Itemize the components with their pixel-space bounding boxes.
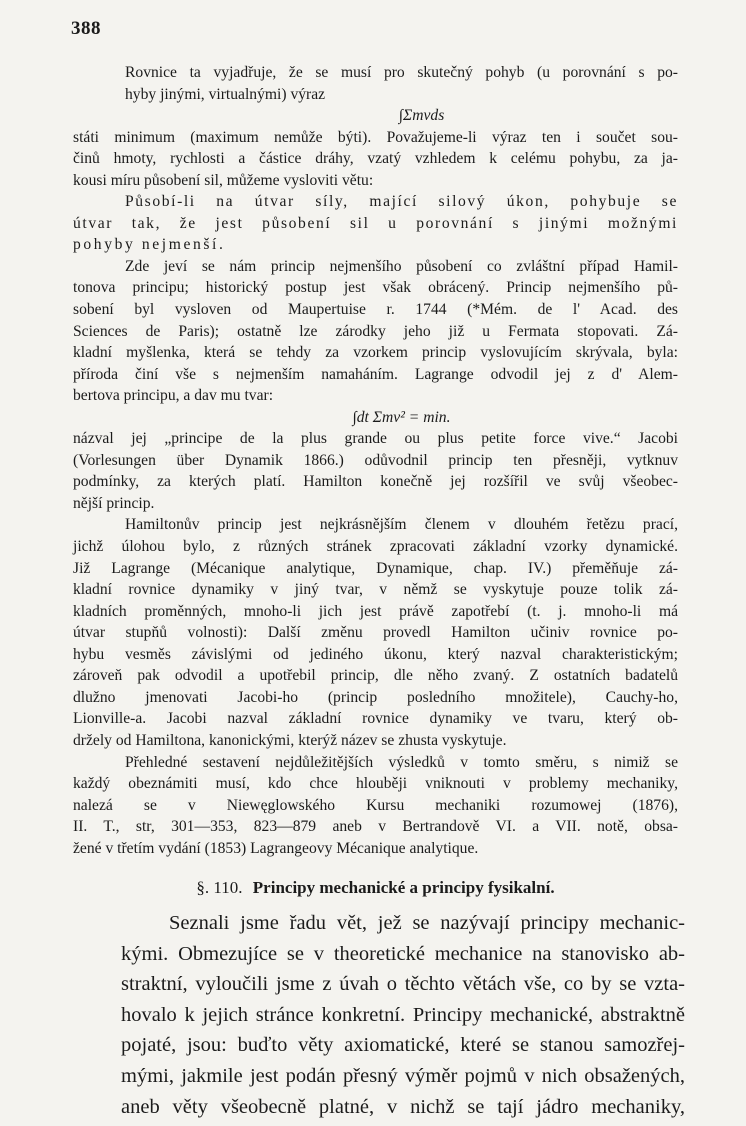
- formula-lagrange: ∫dt Σmv² = min.: [352, 408, 451, 426]
- text-line: činů hmoty, rychlosti a částice dráhy, vzatý vzhledem k celému pohybu, za ja-: [73, 150, 678, 168]
- text-line: Přehledné sestavení nejdůležitějších výsledků v tomto směru, s nimiž se: [125, 753, 678, 771]
- text-line: kladní myšlenka, která se tehdy za vzorkem princip vyslovujícím skrývala, byla:: [73, 344, 678, 362]
- text-line: aneb věty všeobecně platné, v nichž se tají jádro mechaniky,: [121, 1095, 685, 1118]
- text-line: zároveň pak odvodil a upotřebil princip, dle něho zvaný. Z ostatních badatelů: [73, 667, 678, 685]
- text-line: pojaté, jsou: buďto věty axiomatické, které se stanou samozřej-: [121, 1034, 685, 1057]
- section-text: [73, 908, 685, 1122]
- page-number: 388: [71, 18, 101, 39]
- section-heading: [73, 878, 678, 898]
- text-line: bertova principu, a dav mu tvar:: [73, 387, 274, 405]
- text-line: mými, jakmile jest podán přesný výměr pojmů v nich obsažených,: [121, 1064, 685, 1087]
- text-line: příroda činí vše s nejmenším namaháním. Lagrange odvodil jej z d' Alem-: [73, 365, 678, 383]
- text-line: pohyby nejmenší.: [73, 236, 226, 254]
- text-line: hyby jinými, virtualnými) výraz: [125, 85, 326, 103]
- text-line: žené v třetím vydání (1853) Lagrangeovy Mécanique analytique.: [73, 839, 479, 857]
- text-line: Rovnice ta vyjadřuje, že se musí pro skutečný pohyb (u porovnání s po-: [125, 64, 678, 81]
- paragraph-hamilton: [73, 514, 678, 751]
- text-line: Již Lagrange (Mécanique analytique, Dynamique, chap. IV.) přeměňuje zá-: [73, 559, 678, 577]
- text-line: státi minimum (maximum nemůže býti). Považujeme-li výraz ten i součet sou-: [73, 128, 678, 146]
- text-line: Působí-li na útvar síly, mající silový úkon, pohybuje se: [125, 193, 678, 211]
- main-text: [73, 62, 678, 859]
- text-line: podmínky, za kterých platí. Hamilton konečně jej rozšířil ve svůj všeobec-: [73, 473, 678, 491]
- theorem-least-action: [73, 191, 678, 256]
- text-line: hybu vesměs závislými od jediného úkonu, který nazval charakteristickým;: [73, 645, 678, 663]
- text-line: držely od Hamiltona, kanonickými, kterýž název se zhusta vyskytuje.: [73, 731, 507, 749]
- section-paragraph: [73, 908, 685, 1122]
- text-line: Zde jeví se nám princip nejmenšího působení co zvláštní případ Hamil-: [125, 257, 678, 275]
- text-line: útvar tak, že jest působení sil u porovnání s jinými možnými: [73, 214, 678, 232]
- text-line: tonova principu; historický postup jest však obrácený. Princip nejmenšího pů-: [73, 279, 678, 297]
- text-line: sobení byl vysloven od Maupertuise r. 1744 (*Mém. de l' Acad. des: [73, 301, 678, 319]
- text-line: každý obeznámiti musí, kdo chce hlouběji vniknouti v problemy mechaniky,: [73, 775, 678, 793]
- text-line: názval jej „principe de la plus grande ou plus petite force vive.“ Jacobi: [73, 430, 678, 448]
- text-line: kousi míru působení sil, můžeme vysloviti větu:: [73, 171, 374, 189]
- formula-action-integral: ∫Σmvds: [398, 107, 445, 125]
- text-line: nější princip.: [73, 494, 155, 512]
- text-line: hovalo k jejich stránce konkretní. Principy mechanické, abstraktně: [121, 1003, 685, 1026]
- text-line: straktní, vyloučili jsme z úvah o těchto větách vše, co by se vzta-: [121, 973, 685, 996]
- text-line: Lionville-a. Jacobi nazval základní rovnice dynamiky ve tvaru, který ob-: [73, 710, 678, 728]
- section-number: §. 110.: [196, 878, 243, 897]
- paragraph-references: [73, 752, 678, 860]
- text-line: jichž úlohou bylo, z různých stránek zpracovati základní vzorky dynamické.: [73, 538, 678, 556]
- text-line: kladní rovnice dynamiky v jiný tvar, v němž se vyskytuje pouze tolik zá-: [73, 581, 678, 599]
- text-line: Hamiltonův princip jest nejkrásnějším členem v dlouhém řetězu prací,: [125, 516, 678, 534]
- text-line: kladních proměnných, mnoho-li jich jest právě zapotřebí (t. j. mnoho-li má: [73, 602, 678, 620]
- paragraph-minimum: [73, 127, 678, 192]
- paragraph-rovnice: [73, 62, 678, 105]
- text-line: Sciences de Paris); ostatně lze zárodky jeho již u Fermata stopovati. Zá-: [73, 322, 678, 340]
- paragraph-history: [73, 256, 678, 407]
- text-line: útvar stupňů volnosti): Další změnu provedl Hamilton učiniv rovnice po-: [73, 624, 678, 642]
- paragraph-jacobi: [73, 428, 678, 514]
- text-line: kými. Obmezujíce se v theoretické mechanice na stanovisko ab-: [121, 942, 685, 965]
- text-line: Seznali jsme řadu vět, jež se nazývají principy mechanic-: [169, 912, 685, 934]
- text-line: dlužno jmenovati Jacobi-ho (princip posledního množitele), Cauchy-ho,: [73, 688, 678, 706]
- text-line: nalezá se v Niewęglowského Kursu mechaniki rozumowej (1876),: [73, 796, 678, 814]
- text-line: II. T., str, 301—353, 823—879 aneb v Bertrandově VI. a VII. notě, obsa-: [73, 818, 678, 836]
- text-line: (Vorlesungen über Dynamik 1866.) odůvodnil princip ten přesněji, vytknuv: [73, 451, 678, 469]
- section-title: Principy mechanické a principy fysikalní.: [252, 878, 555, 897]
